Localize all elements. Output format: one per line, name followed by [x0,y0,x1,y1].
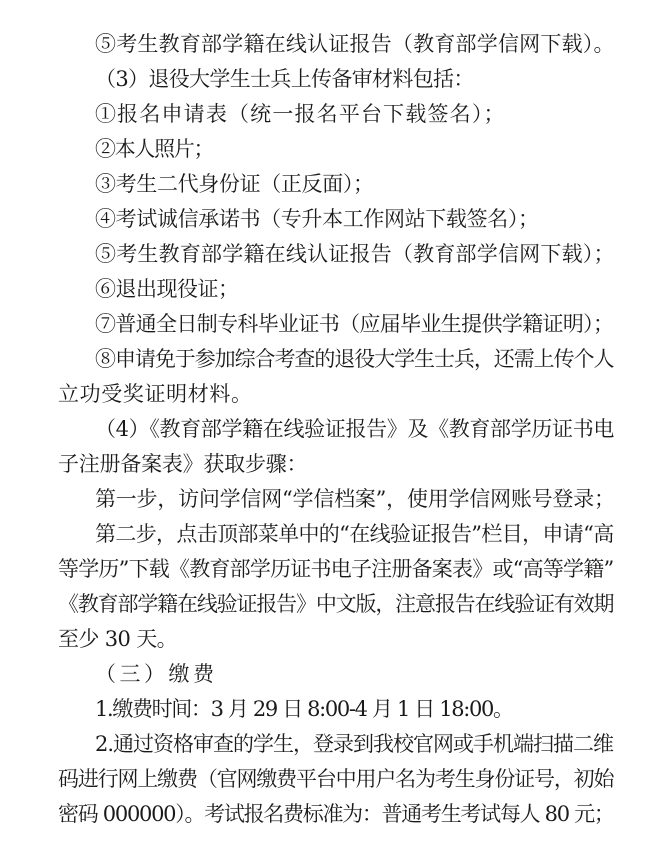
text-line: 密码 000000）。考试报名费标准为：普通考生考试每人 80 元； [58,802,614,826]
text-line: ⑦普通全日制专科毕业证书（应届毕业生提供学籍证明）； [95,312,614,336]
text-line: 立功受奖证明材料。 [58,382,253,406]
text-line: 1.缴费时间：3 月 29 日 8:00-4 月 1 日 18:00。 [95,697,513,721]
text-line: 码进行网上缴费（官网缴费平台中用户名为考生身份证号，初始 [58,767,614,791]
text-line: ②本人照片； [95,137,214,161]
text-line: 第一步，访问学信网“学信档案”，使用学信网账号登录； [95,487,615,511]
text-line: ⑥退出现役证； [95,277,239,301]
text-line: ⑧申请免于参加综合考查的退役大学生士兵，还需上传个人 [95,347,614,371]
text-line: 子注册备案表》获取步骤： [58,452,308,476]
text-line: ①报名申请表（统一报名平台下载签名）； [95,102,506,126]
text-line: 2.通过资格审查的学生，登录到我校官网或手机端扫描二维 [95,732,614,756]
text-line: 《教育部学籍在线验证报告》中文版，注意报告在线验证有效期 [58,592,614,616]
text-line: （3）退役大学生士兵上传备审材料包括： [95,67,474,91]
text-line: （三）缴费 [95,662,218,686]
text-line: ⑤考生教育部学籍在线认证报告（教育部学信网下载）。 [95,32,615,56]
text-line: ③考生二代身份证（正反面）； [95,172,374,196]
text-line: 至少 30 天。 [58,627,177,651]
text-line: ④考试诚信承诺书（专升本工作网站下载签名）； [95,207,539,231]
text-line: （4）《教育部学籍在线验证报告》及《教育部学历证书电 [95,417,615,441]
text-line: ⑤考生教育部学籍在线认证报告（教育部学信网下载）； [95,242,615,266]
text-line: 第二步，点击顶部菜单中的“在线验证报告”栏目，申请“高 [95,522,614,546]
text-line: 等学历”下载《教育部学历证书电子注册备案表》或“高等学籍” [58,557,614,581]
